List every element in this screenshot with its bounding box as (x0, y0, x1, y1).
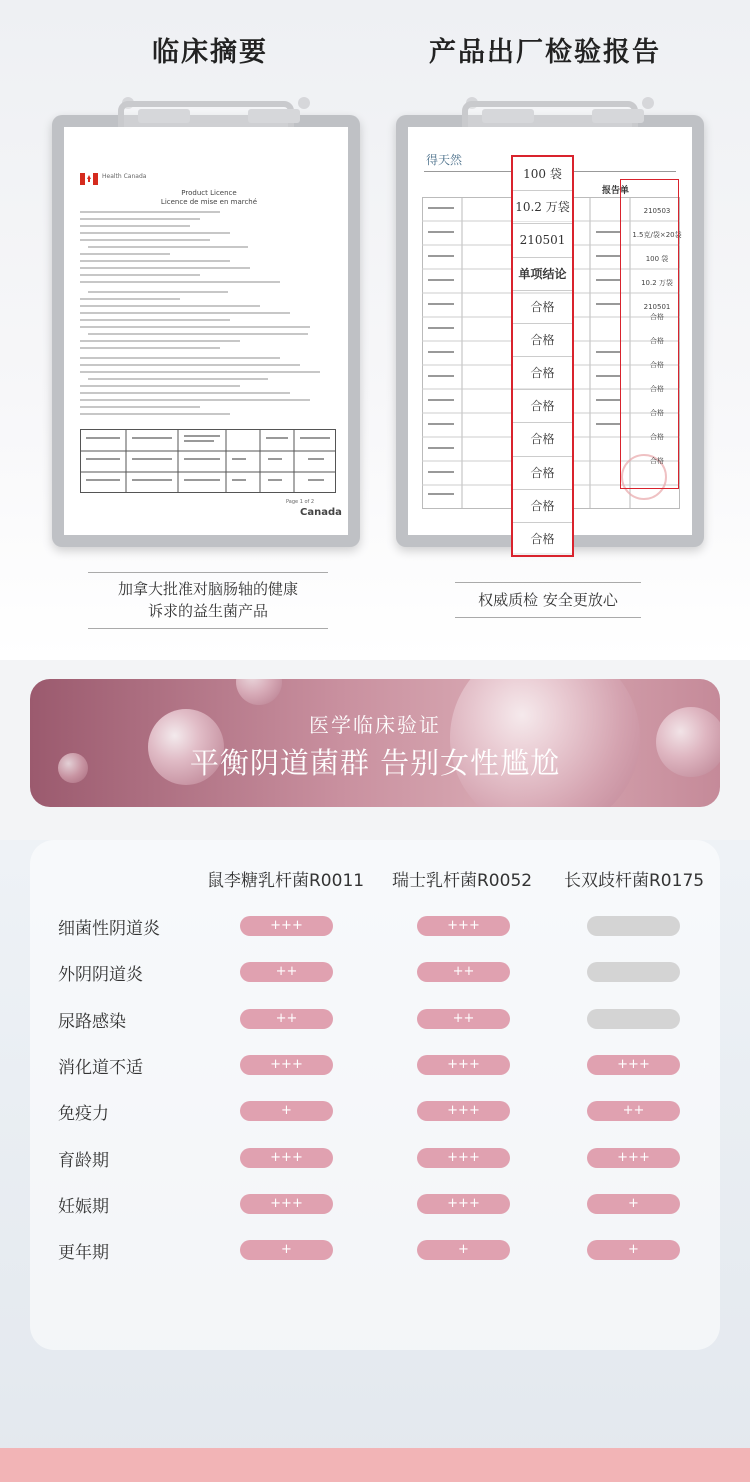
report-right-value: 合格 (650, 433, 664, 441)
inspection-report-heading: 产品出厂检验报告 (429, 37, 661, 68)
highlight-value: 合格 (513, 393, 572, 420)
rating-pill (587, 962, 680, 982)
row-label: 妊娠期 (58, 1196, 109, 1217)
highlight-divider (513, 223, 572, 224)
licence-text-line (80, 326, 310, 328)
highlight-value: 合格 (513, 327, 572, 354)
rating-pill: ++ (240, 1009, 333, 1029)
highlight-divider (513, 190, 572, 191)
licence-text-line (80, 340, 240, 342)
highlight-value: 合格 (513, 426, 572, 453)
rating-pill: + (587, 1194, 680, 1214)
report-right-value: 1.5克/袋×20袋 (632, 231, 682, 239)
clinical-summary-heading: 临床摘要 (152, 37, 268, 68)
highlight-divider (513, 290, 572, 291)
highlight-divider (513, 257, 572, 258)
licence-clipboard (52, 115, 360, 547)
report-right-value: 210501 (643, 303, 671, 311)
banner-title: 平衡阴道菌群 告别女性尴尬 (189, 746, 561, 780)
row-label: 免疫力 (58, 1104, 109, 1125)
licence-page-number: Page 1 of 2 (286, 499, 315, 505)
highlight-box-right-results (620, 179, 679, 489)
report-right-value: 合格 (650, 409, 664, 417)
row-label: 育龄期 (58, 1150, 109, 1171)
licence-brand: Health Canada (102, 173, 147, 180)
highlight-value: 100 袋 (513, 161, 572, 188)
rating-pill: +++ (417, 1055, 510, 1075)
highlight-value: 合格 (513, 294, 572, 321)
licence-text-line (80, 281, 280, 283)
licence-text-line (80, 347, 220, 349)
banner-subtitle: 医学临床验证 (309, 713, 441, 737)
rating-pill (587, 916, 680, 936)
bottom-pink-band (0, 1448, 750, 1482)
rating-pill: +++ (417, 1148, 510, 1168)
rating-pill: +++ (417, 1194, 510, 1214)
clip-hinge (482, 109, 534, 123)
highlight-value: 合格 (513, 360, 572, 387)
highlight-value: 合格 (513, 526, 572, 553)
row-label: 消化道不适 (58, 1057, 143, 1078)
highlight-divider (513, 522, 572, 523)
rating-pill: +++ (417, 1101, 510, 1121)
rating-pill: + (587, 1240, 680, 1260)
report-right-value: 10.2 万袋 (641, 279, 673, 287)
rating-pill: +++ (240, 1055, 333, 1075)
row-label: 外阴阴道炎 (58, 965, 143, 986)
licence-text-line (80, 357, 280, 359)
clip-hinge (248, 109, 300, 123)
licence-text-line (80, 406, 200, 408)
clip-bolt-icon (298, 97, 310, 109)
licence-text-line (80, 232, 230, 234)
row-label: 细菌性阴道炎 (58, 919, 160, 939)
report-right-value: 合格 (650, 337, 664, 345)
licence-text-line (80, 305, 260, 307)
licence-text-line (80, 211, 220, 213)
highlight-value: 合格 (513, 460, 572, 487)
rating-pill: +++ (240, 916, 333, 936)
licence-text-line (80, 239, 210, 241)
licence-text-line (80, 274, 200, 276)
report-right-value: 210503 (643, 207, 671, 215)
column-header-r0052: 瑞士乳杆菌R0052 (392, 871, 533, 891)
row-label: 尿路感染 (58, 1011, 126, 1032)
licence-text-line (80, 364, 300, 366)
rating-pill (587, 1009, 680, 1029)
highlight-divider (513, 323, 572, 324)
highlight-divider (513, 422, 572, 423)
rating-pill: +++ (587, 1148, 680, 1168)
highlight-value: 10.2 万袋 (513, 194, 572, 221)
highlight-value: 合格 (513, 493, 572, 520)
licence-text-line (80, 399, 310, 401)
rating-pill: + (240, 1101, 333, 1121)
rating-pill: + (240, 1240, 333, 1260)
highlight-divider (513, 389, 572, 390)
canada-flag-icon (80, 173, 98, 185)
column-header-r0175: 长双歧杆菌R0175 (564, 871, 705, 891)
licence-text-line (80, 218, 200, 220)
highlight-value: 210501 (513, 227, 572, 254)
clinical-banner (30, 679, 720, 807)
rating-pill: + (417, 1240, 510, 1260)
rating-pill: ++ (417, 1009, 510, 1029)
report-brand-logo: 得天然 (426, 153, 463, 167)
licence-text-line (80, 312, 290, 314)
licence-caption-line-2: 诉求的益生菌产品 (147, 602, 268, 620)
row-label: 更年期 (58, 1243, 109, 1264)
rating-pill: +++ (240, 1194, 333, 1214)
licence-title: Product Licence (181, 189, 237, 197)
licence-text-line (80, 225, 190, 227)
highlight-divider (513, 489, 572, 490)
licence-text-line (80, 392, 290, 394)
licence-document (64, 127, 348, 535)
licence-text-line (80, 319, 230, 321)
report-right-value: 合格 (650, 457, 664, 465)
licence-text-line (88, 246, 248, 248)
canada-wordmark: Canada (300, 507, 342, 518)
licence-text-line (88, 291, 228, 293)
report-right-value: 100 袋 (645, 255, 669, 263)
licence-text-line (80, 413, 230, 415)
licence-text-line (88, 333, 308, 335)
licence-text-line (80, 267, 250, 269)
rating-pill: +++ (417, 916, 510, 936)
highlight-box-batch-results (511, 155, 574, 557)
highlight-value: 单项结论 (513, 261, 572, 288)
licence-ingredient-table (80, 429, 336, 493)
licence-text-line (80, 260, 230, 262)
report-caption: 权威质检 安全更放心 (455, 582, 641, 618)
clip-bolt-icon (642, 97, 654, 109)
rating-pill: +++ (240, 1148, 333, 1168)
rating-pill: ++ (417, 962, 510, 982)
licence-text-line (80, 298, 180, 300)
licence-text-line (80, 253, 170, 255)
rating-pill: ++ (240, 962, 333, 982)
report-right-value: 合格 (650, 313, 664, 321)
molecule-sphere (236, 679, 282, 705)
highlight-divider (513, 356, 572, 357)
licence-text-line (88, 378, 268, 380)
licence-text-line (80, 385, 240, 387)
licence-caption (88, 572, 328, 629)
highlight-divider (513, 456, 572, 457)
licence-subtitle: Licence de mise en marché (160, 198, 258, 206)
clip-hinge (592, 109, 644, 123)
rating-pill: ++ (587, 1101, 680, 1121)
rating-pill: +++ (587, 1055, 680, 1075)
report-title: 报告单 (602, 186, 630, 196)
column-header-r0011: 鼠李糖乳杆菌R0011 (207, 871, 365, 891)
licence-caption-line-1: 加拿大批准对脑肠轴的健康 (117, 580, 298, 598)
clip-hinge (138, 109, 190, 123)
licence-text-line (80, 371, 320, 373)
report-right-value: 合格 (650, 385, 664, 393)
report-right-value: 合格 (650, 361, 664, 369)
